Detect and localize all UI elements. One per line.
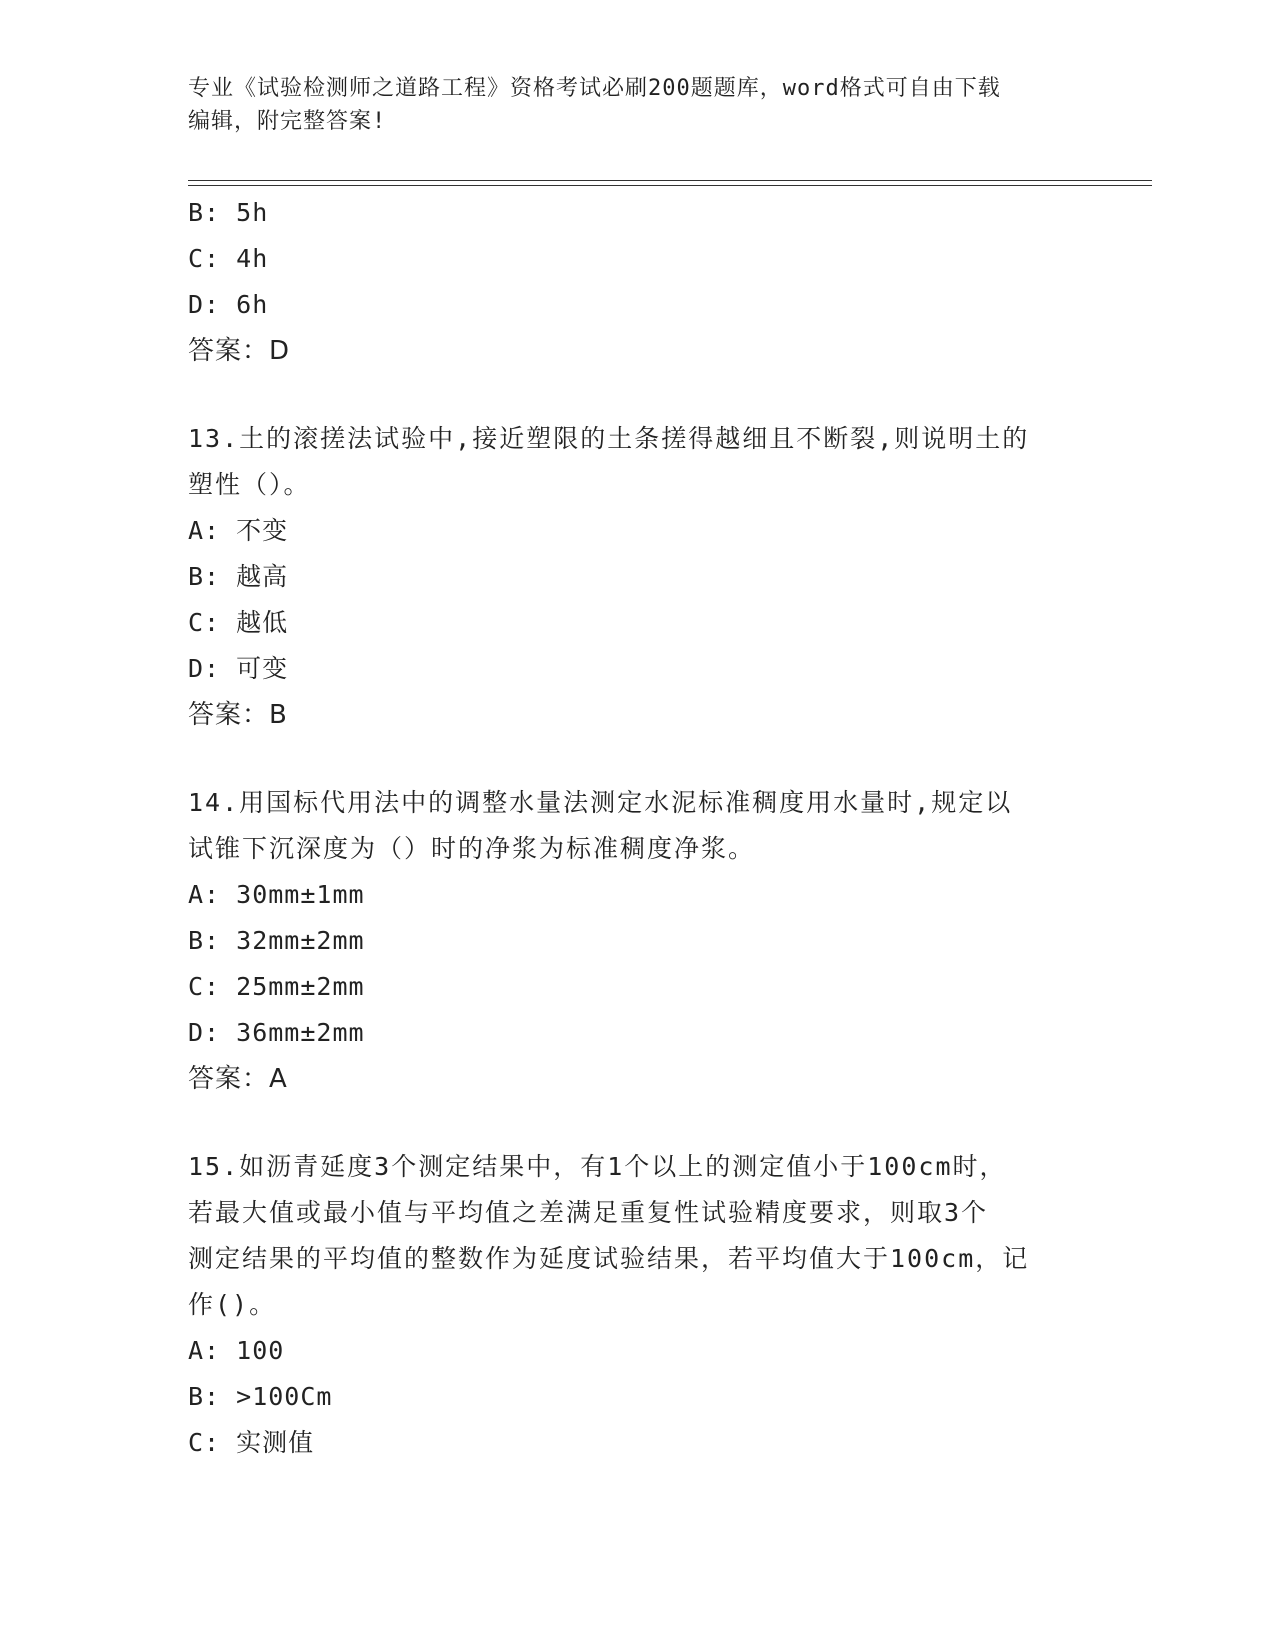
spacer bbox=[188, 374, 1088, 416]
document-header bbox=[188, 72, 1088, 138]
question-text bbox=[188, 416, 1088, 508]
spacer bbox=[188, 738, 1088, 780]
option-a: A: 30mm±1mm bbox=[188, 880, 365, 909]
question-text-line: 作()。 bbox=[188, 1290, 277, 1319]
option-b: B: >100Cm bbox=[188, 1382, 333, 1411]
header-title-line-1: 专业《试验检测师之道路工程》资格考试必刷200题题库，word格式可自由下载 bbox=[188, 76, 1001, 101]
question-13 bbox=[188, 416, 1088, 738]
question-text bbox=[188, 780, 1088, 872]
question-list bbox=[188, 190, 1088, 1466]
option-b: B: 越高 bbox=[188, 562, 289, 591]
option-d: D: 36mm±2mm bbox=[188, 1018, 365, 1047]
answer-line: 答案：D bbox=[188, 336, 291, 366]
option-c: C: 越低 bbox=[188, 608, 289, 637]
question-text-line: 塑性（）。 bbox=[188, 470, 311, 499]
option-c: C: 4h bbox=[188, 244, 269, 273]
spacer bbox=[188, 1102, 1088, 1144]
option-b: B: 32mm±2mm bbox=[188, 926, 365, 955]
option-d: D: 可变 bbox=[188, 654, 289, 683]
header-divider-top bbox=[188, 180, 1152, 181]
question-text-line: 15.如沥青延度3个测定结果中，有1个以上的测定值小于100cm时， bbox=[188, 1152, 1007, 1181]
question-text-line: 13.土的滚搓法试验中,接近塑限的土条搓得越细且不断裂,则说明土的 bbox=[188, 424, 1030, 453]
option-a: A: 不变 bbox=[188, 516, 289, 545]
question-text-line: 测定结果的平均值的整数作为延度试验结果，若平均值大于100cm，记 bbox=[188, 1244, 1030, 1273]
answer-line: 答案：B bbox=[188, 700, 288, 730]
question-text-line: 若最大值或最小值与平均值之差满足重复性试验精度要求，则取3个 bbox=[188, 1198, 989, 1227]
option-c: C: 实测值 bbox=[188, 1428, 315, 1457]
question-14 bbox=[188, 780, 1088, 1102]
answer-line: 答案：A bbox=[188, 1064, 288, 1094]
option-c: C: 25mm±2mm bbox=[188, 972, 365, 1001]
option-a: A: 100 bbox=[188, 1336, 285, 1365]
header-divider-bottom bbox=[188, 185, 1152, 186]
header-title-line-2: 编辑，附完整答案! bbox=[188, 109, 387, 134]
option-d: D: 6h bbox=[188, 290, 269, 319]
question-text-line: 14.用国标代用法中的调整水量法测定水泥标准稠度用水量时,规定以 bbox=[188, 788, 1013, 817]
question-12-continued bbox=[188, 190, 1088, 374]
question-text bbox=[188, 1144, 1088, 1328]
question-15 bbox=[188, 1144, 1088, 1466]
option-b: B: 5h bbox=[188, 198, 269, 227]
question-text-line: 试锥下沉深度为（）时的净浆为标准稠度净浆。 bbox=[188, 834, 756, 863]
